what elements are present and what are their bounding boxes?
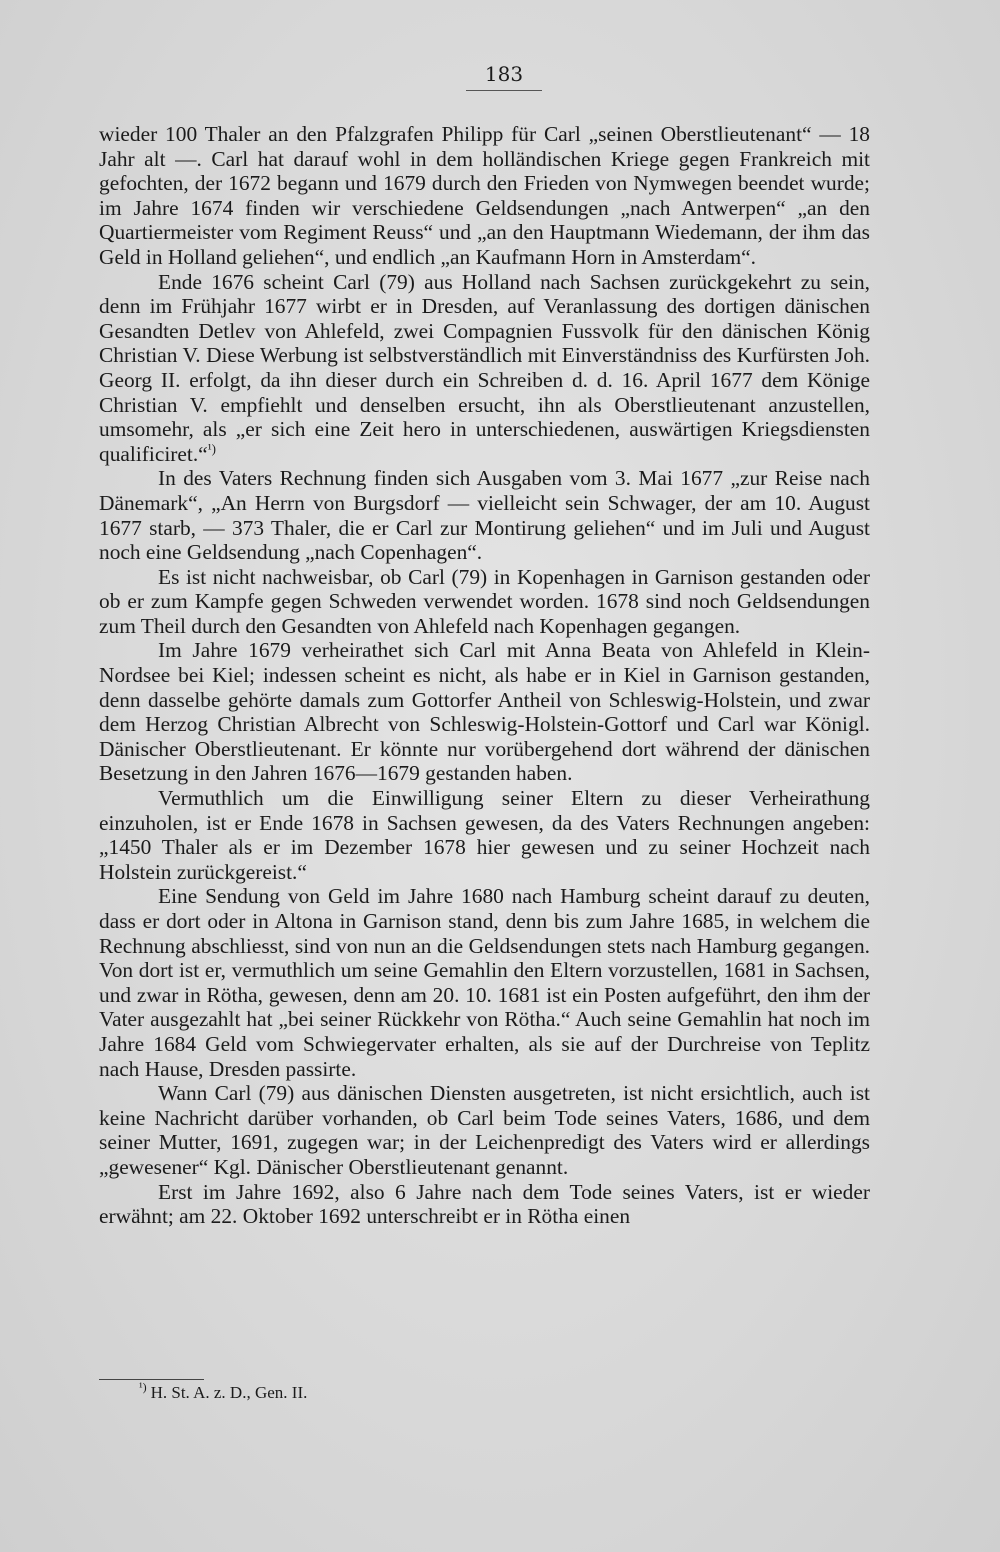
page-number: 183: [466, 62, 542, 91]
paragraph: Eine Sendung von Geld im Jahre 1680 nach Hamburg scheint darauf zu deuten, dass er dort oder in Altona in Garnison stand, denn bis zum Jahre 1685, in welchem die Rechnung abschliesst, sind von nun an die Geldsendungen stets nach Hamburg gegangen. Von dort ist er, vermuthlich um seine Gemahlin den Eltern vorzustellen, 1681 in Sachsen, und zwar in Rötha, gewesen, denn am 20. 10. 1681 ist ein Posten aufgeführt, den ihm der Vater ausgezahlt hat „bei seiner Rückkehr von Rötha.“ Auch seine Gemahlin hat noch im Jahre 1684 Geld vom Schwiegervater erhalten, als sie auf der Durchreise von Teplitz nach Hause, Dresden passirte.: [99, 884, 870, 1081]
paragraph: In des Vaters Rechnung finden sich Ausgaben vom 3. Mai 1677 „zur Reise nach Dänemark“, „An Herrn von Burgsdorf — vielleicht sein Schwager, der am 10. August 1677 starb, — 373 Thaler, die er Carl zur Montirung geliehen“ und im Juli und August noch eine Geldsendung „nach Copenhagen“.: [99, 466, 870, 565]
footnote: [139, 1382, 307, 1404]
footnote-reference: ¹): [207, 440, 216, 456]
paragraph: Erst im Jahre 1692, also 6 Jahre nach dem Tode seines Vaters, ist er wieder erwähnt; am 22. Oktober 1692 unterschreibt er in Rötha einen: [99, 1179, 870, 1229]
paragraph: Es ist nicht nachweisbar, ob Carl (79) in Kopenhagen in Garnison gestanden oder ob er zum Kampfe gegen Schweden verwendet worden. 1678 sind noch Geldsendungen zum Theil durch den Gesandten von Ahlefeld nach Kopenhagen gegangen.: [99, 564, 870, 638]
paragraph: Vermuthlich um die Einwilligung seiner Eltern zu dieser Verheirathung einzuholen, ist er Ende 1678 in Sachsen gewesen, da des Vaters Rechnungen angeben: „1450 Thaler als er im Dezember 1678 hier gewesen und zu seiner Hochzeit nach Holstein zurückgereist.“: [99, 786, 870, 884]
paragraph: Ende 1676 scheint Carl (79) aus Holland nach Sachsen zurückgekehrt zu sein, denn im Frühjahr 1677 wirbt er in Dresden, auf Veranlassung des dortigen dänischen Gesandten Detlev von Ahlefeld, zwei Compagnien Fussvolk für den dänischen König Christian V. Diese Werbung ist selbstverständlich mit Einverständniss des Kurfürsten Joh. Georg II. erfolgt, da ihn dieser durch ein Schreiben d. d. 16. April 1677 dem Könige Christian V. empfiehlt und denselben ersucht, ihn als Oberstlieutenant anzustellen, umsomehr, als „er sich eine Zeit hero in unterschiedenen, auswärtigen Kriegsdiensten qualificiret.“$^{^1)}$: [99, 269, 870, 466]
footnote-mark: ¹): [139, 1380, 147, 1395]
footnote-divider: [99, 1379, 204, 1380]
body-text: [99, 122, 870, 1229]
paragraph: wieder 100 Thaler an den Pfalzgrafen Philipp für Carl „seinen Oberstlieutenant“ — 18 Jahr alt —. Carl hat darauf wohl in dem holländischen Kriege gegen Frankreich mit gefochten, der 1672 begann und 1679 durch den Frieden von Nymwegen beendet wurde; im Jahre 1674 finden wir verschiedene Geldsendungen „nach Antwerpen“ „an den Quartiermeister vom Regiment Reuss“ und „an den Hauptmann Wiedemann, der ihm das Geld in Holland geliehen“, und endlich „an Kaufmann Horn in Amsterdam“.: [99, 122, 870, 269]
paragraph: Im Jahre 1679 verheirathet sich Carl mit Anna Beata von Ahlefeld in Klein-Nordsee bei Kiel; indessen scheint es nicht, als habe er in Kiel in Garnison gestanden, denn dasselbe gehörte damals zum Gottorfer Antheil von Schleswig-Holstein, und zwar dem Herzog Christian Albrecht von Schleswig-Holstein-Gottorf und Carl war Königl. Dänischer Oberstlieutenant. Er könnte nur vorübergehend dort während der dänischen Besetzung in den Jahren 1676—1679 gestanden haben.: [99, 638, 870, 786]
footnote-text: H. St. A. z. D., Gen. II.: [150, 1383, 308, 1402]
paragraph: Wann Carl (79) aus dänischen Diensten ausgetreten, ist nicht ersichtlich, auch ist keine Nachricht darüber vorhanden, ob Carl beim Tode seines Vaters, 1686, und dem seiner Mutter, 1691, zugegen war; in der Leichenpredigt des Vaters wird er allerdings „gewesener“ Kgl. Dänischer Oberstlieutenant genannt.: [99, 1081, 870, 1179]
